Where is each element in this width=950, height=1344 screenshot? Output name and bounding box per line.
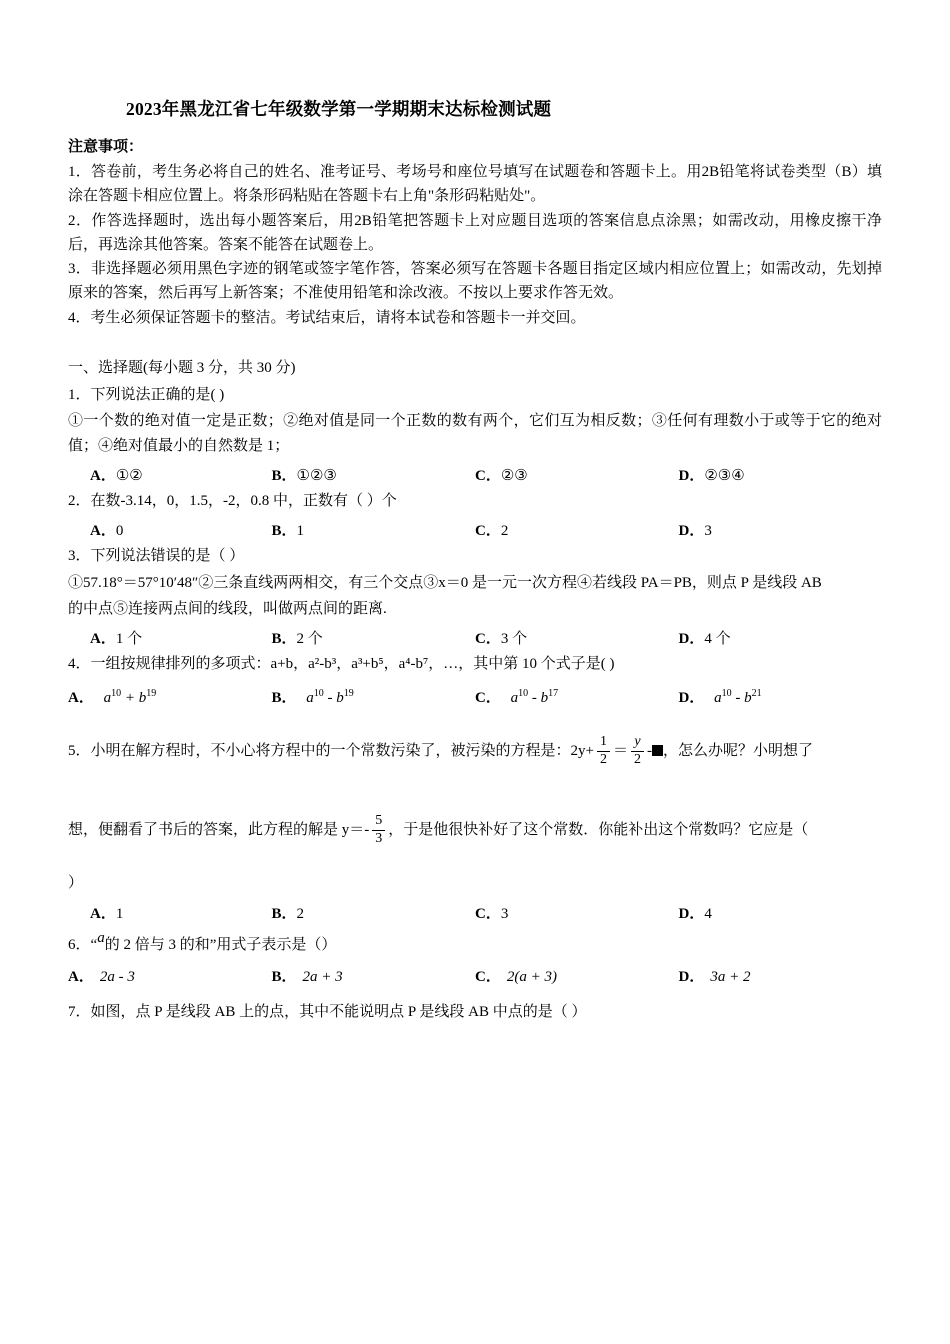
question-6-text: 的 2 倍与 3 的和”用式子表示是（） <box>104 936 337 953</box>
question-4-number: 4． <box>68 656 91 673</box>
question-5-number: 5． <box>68 743 91 760</box>
question-5-text-part3: ，怎么办呢？小明想了 <box>663 743 814 760</box>
option-label-c: C． <box>475 523 501 540</box>
question-4-option-b[interactable] <box>272 686 476 707</box>
option-expression: 2a - 3 <box>99 969 135 986</box>
question-7-text: 如图，点 P 是线段 AB 上的点，其中不能说明点 P 是线段 AB 中点的是（ ） <box>90 1004 587 1021</box>
option-label-d: D． <box>678 905 705 922</box>
notice-heading: 注意事项： <box>68 139 144 155</box>
minus-sign: - <box>647 743 652 760</box>
question-4-text: 一组按规律排列的多项式：a+b，a²-b³，a³+b⁵，a⁴-b⁷，…，其中第 10 个式子是( ) <box>90 656 615 673</box>
question-5-option-b[interactable] <box>272 902 476 923</box>
question-6-variable: a <box>97 929 105 946</box>
option-text: ②③④ <box>704 467 745 484</box>
option-label-a: A． <box>90 631 116 648</box>
option-expression: 3a + 2 <box>710 969 751 986</box>
question-1-continuation: ①一个数的绝对值一定是正数；②绝对值是同一个正数的数有两个，它们互为相反数；③任何有理数小于或等于它的绝对值；④绝对值最小的自然数是 1； <box>68 413 882 454</box>
question-1-stem <box>68 383 882 407</box>
question-3-option-a[interactable] <box>68 627 272 648</box>
option-text: 1 个 <box>115 631 143 648</box>
question-4-option-c[interactable] <box>475 686 679 707</box>
question-3-option-b[interactable] <box>272 627 476 648</box>
question-5-option-d[interactable] <box>679 902 883 923</box>
question-4-options <box>68 686 882 707</box>
option-label-b: B． <box>271 690 297 707</box>
option-label-b: B． <box>271 631 297 648</box>
option-label-b: B． <box>271 523 297 540</box>
question-5-options <box>68 902 882 923</box>
question-3-continuation-2: 的中点⑤连接两点间的线段，叫做两点间的距离. <box>68 600 387 617</box>
question-4-option-d[interactable] <box>679 686 883 707</box>
question-1-option-c[interactable] <box>475 464 679 485</box>
option-text: 1 <box>115 905 124 922</box>
option-expression: $a^{10} - b^{19}$ <box>306 688 354 707</box>
question-5-close-paren: ） <box>68 875 84 892</box>
option-label-c: C． <box>475 467 501 484</box>
question-7-number: 7． <box>68 1004 91 1021</box>
option-label-d: D． <box>678 523 705 540</box>
fraction-five-thirds: $\frac{5}{3}$ <box>372 813 385 846</box>
option-label-c: C． <box>475 905 501 922</box>
question-6-option-c[interactable] <box>475 965 679 986</box>
fraction-one-half: $\frac{1}{2}$ <box>597 734 610 767</box>
option-label-c: C． <box>475 631 501 648</box>
question-1-option-d[interactable] <box>679 464 883 485</box>
question-5-text-part5: ，于是他很快补好了这个常数．你能补出这个常数吗？它应是（ <box>388 822 809 839</box>
option-text: 4 <box>704 905 712 922</box>
question-3-continuation-1: ①57.18°＝57°10′48″②三条直线两两相交，有三个交点③x＝0 是一元一次方程④若线段 PA＝PB，则点 P 是线段 AB <box>68 574 822 591</box>
question-2-option-c[interactable] <box>475 519 679 540</box>
question-6-stem <box>68 929 882 957</box>
option-label-d: D． <box>678 631 705 648</box>
option-text: ②③ <box>500 467 528 484</box>
option-text: 2 <box>296 905 305 922</box>
question-2-option-a[interactable] <box>68 519 272 540</box>
option-text: 0 <box>115 523 124 540</box>
question-6-option-a[interactable] <box>68 965 272 986</box>
notice-item-4: 4．考生必须保证答题卡的整洁。考试结束后，请将本试卷和答题卡一并交回。 <box>68 309 586 326</box>
option-text: 3 <box>704 523 712 540</box>
section-title-multiple-choice: 一、选择题(每小题 3 分，共 30 分) <box>68 360 296 377</box>
option-text: 2 个 <box>296 631 323 648</box>
option-label-c: C． <box>475 969 501 986</box>
notice-item-1: 1．答卷前，考生务必将自己的姓名、准考证号、考场号和座位号填写在试题卷和答题卡上。用2B铅笔将试卷类型（B）填涂在答题卡相应位置上。将条形码粘贴在答题卡右上角"条形码粘贴处"。 <box>68 164 882 205</box>
question-5-text-part1: 小明在解方程时，不小心将方程中的一个常数污染了，被污染的方程是：2y+ <box>90 743 594 760</box>
question-1-number: 1． <box>68 387 91 404</box>
option-text: 2 <box>500 523 509 540</box>
option-text: ①② <box>115 467 143 484</box>
question-5-continuation <box>68 808 882 853</box>
question-1-text: 下列说法正确的是( ) <box>90 387 225 404</box>
option-label-c: C． <box>475 690 501 707</box>
option-label-b: B． <box>271 969 297 986</box>
question-2-stem <box>68 489 882 513</box>
question-2-options <box>68 519 882 540</box>
option-text: ①②③ <box>296 467 337 484</box>
option-label-b: B． <box>271 467 297 484</box>
question-6-number: 6． <box>68 936 91 953</box>
question-2-text: 在数-3.14，0，1.5，-2，0.8 中，正数有（ ）个 <box>90 492 397 509</box>
option-label-a: A． <box>68 969 94 986</box>
question-3-option-c[interactable] <box>475 627 679 648</box>
option-label-a: A． <box>68 690 94 707</box>
page-title: 2023年黑龙江省七年级数学第一学期期末达标检测试题 <box>126 99 552 119</box>
question-3-option-d[interactable] <box>679 627 883 648</box>
option-label-d: D． <box>678 690 705 707</box>
question-2-option-b[interactable] <box>272 519 476 540</box>
option-text: 3 <box>500 905 509 922</box>
fraction-y-over-two: $\frac{y}{2}$ <box>631 734 644 767</box>
option-label-a: A． <box>90 905 116 922</box>
question-3-stem <box>68 544 882 568</box>
question-2-number: 2． <box>68 492 91 509</box>
option-label-a: A． <box>90 523 116 540</box>
option-label-d: D． <box>678 969 705 986</box>
question-4-stem <box>68 652 882 676</box>
option-text: 4 个 <box>704 631 731 648</box>
option-label-a: A． <box>90 467 116 484</box>
question-6-option-d[interactable] <box>679 965 883 986</box>
option-label-b: B． <box>271 905 297 922</box>
notice-item-2: 2．作答选择题时，选出每小题答案后，用2B铅笔把答题卡上对应题目选项的答案信息点涂黑；如需改动，用橡皮擦干净后，再选涂其他答案。答案不能答在试题卷上。 <box>68 212 882 253</box>
question-3-number: 3． <box>68 548 91 565</box>
option-label-d: D． <box>678 467 705 484</box>
equals-sign: ＝ <box>612 743 628 760</box>
question-6-options <box>68 965 882 986</box>
question-5-text-part4: 想，便翻看了书后的答案，此方程的解是 y＝- <box>68 822 370 839</box>
option-text: 3 个 <box>500 631 528 648</box>
option-expression: $a^{10} + b^{19}$ <box>103 688 157 707</box>
redacted-constant-box <box>652 745 663 756</box>
option-expression: $a^{10} - b^{21}$ <box>714 688 762 707</box>
question-4-option-a[interactable] <box>68 686 272 707</box>
question-7-stem <box>68 1000 882 1024</box>
question-1-options <box>68 464 882 485</box>
question-6-option-b[interactable] <box>272 965 476 986</box>
option-expression: 2a + 3 <box>302 969 343 986</box>
question-2-option-d[interactable] <box>679 519 883 540</box>
question-5-stem <box>68 729 882 774</box>
question-3-text: 下列说法错误的是（ ） <box>90 548 245 565</box>
question-5-option-c[interactable] <box>475 902 679 923</box>
question-6-quote-open: “ <box>90 936 98 953</box>
question-1-option-b[interactable] <box>272 464 476 485</box>
question-3-options <box>68 627 882 648</box>
option-expression: 2(a + 3) <box>506 969 557 986</box>
option-text: 1 <box>296 523 305 540</box>
question-1-option-a[interactable] <box>68 464 272 485</box>
question-5-option-a[interactable] <box>68 902 272 923</box>
option-expression: $a^{10} - b^{17}$ <box>510 688 559 707</box>
notice-item-3: 3．非选择题必须用黑色字迹的钢笔或签字笔作答，答案必须写在答题卡各题目指定区域内相应位置上；如需改动，先划掉原来的答案，然后再写上新答案；不准使用铅笔和涂改液。不按以上要求作答无效。 <box>68 261 882 302</box>
